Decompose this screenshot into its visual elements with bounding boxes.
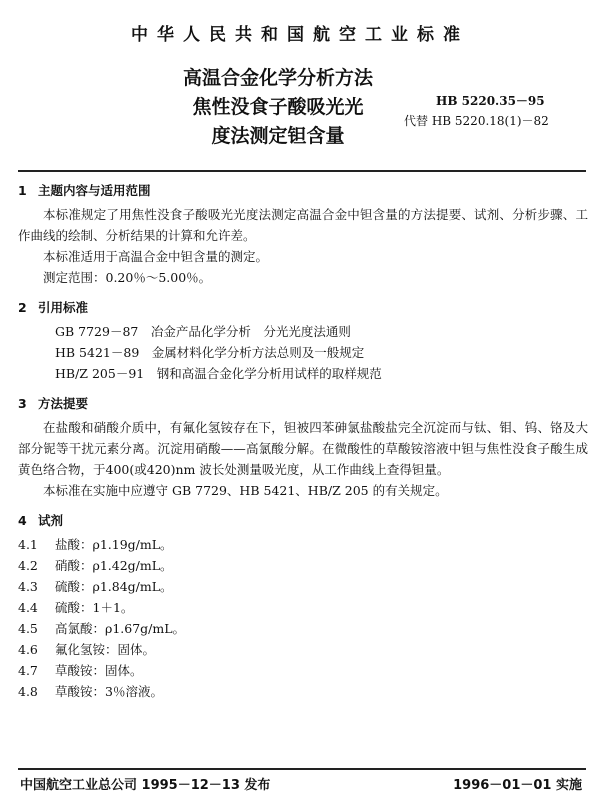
reagent-number: 4.2 (18, 558, 38, 573)
paragraph: 在盐酸和硝酸介质中，有氟化氢铵存在下，钽被四苯砷氯盐酸盐完全沉淀而与钛、钼、钨、铬及大部分铌等干扰元素分离。沉淀用硝酸——高氯酸分解。在微酸性的草酸铵溶液中钽与焦性没食子酸生成黄色络合物，于400(或420)nm 波长处测量吸光度，从工作曲线上查得钽量。 (18, 420, 588, 477)
reagent-item (18, 555, 588, 576)
reagent-number: 4.5 (18, 621, 38, 636)
title-line: 焦性没食子酸吸光光 (192, 96, 364, 118)
reference-item: GB 7729－87 冶金产品化学分析 分光光度法通则 (55, 324, 351, 339)
section-number: 3 (18, 396, 27, 411)
reagent-text: 硫酸：1＋1。 (55, 600, 134, 615)
section-number: 1 (18, 183, 27, 198)
reagent-text: 硝酸：ρ1.42g/mL。 (55, 558, 173, 573)
replaces-standard: 代替 HB 5220.18(1)－82 (404, 114, 549, 128)
issuing-organization-heading: 中华人民共和国航空工业标准 (131, 25, 469, 45)
title-line: 度法测定钽含量 (211, 125, 345, 147)
reagent-text: 盐酸：ρ1.19g/mL。 (55, 537, 173, 552)
footer-divider (18, 768, 586, 770)
section-scope (18, 180, 588, 288)
section-number: 2 (18, 300, 27, 315)
paragraph: 本标准适用于高温合金中钽含量的测定。 (43, 249, 269, 264)
reagent-number: 4.7 (18, 663, 38, 678)
reagent-text: 硫酸：ρ1.84g/mL。 (55, 579, 173, 594)
paragraph: 测定范围：0.20％～5.00％。 (43, 270, 212, 285)
reagent-text: 氟化氢铵：固体。 (55, 642, 156, 657)
reagent-text: 草酸铵：3％溶液。 (55, 684, 163, 699)
section-references (18, 297, 588, 384)
reagent-item (18, 660, 588, 681)
standard-code: HB 5220.35－95 (436, 94, 545, 108)
paragraph: 本标准规定了用焦性没食子酸吸光光度法测定高温合金中钽含量的方法提要、试剂、分析步骤、工作曲线的绘制、分析结果的计算和允许差。 (18, 207, 588, 243)
section-method-summary (18, 393, 588, 501)
issue-statement: 中国航空工业总公司 1995－12－13 发布 (20, 778, 271, 793)
reagent-number: 4.6 (18, 642, 38, 657)
section-heading (18, 180, 588, 201)
effective-date: 1996－01－01 实施 (453, 778, 582, 793)
reagent-number: 4.8 (18, 684, 38, 699)
reagent-text: 高氯酸：ρ1.67g/mL。 (55, 621, 186, 636)
reagent-item (18, 639, 588, 660)
reagent-item (18, 576, 588, 597)
reagent-number: 4.1 (18, 537, 38, 552)
section-heading (18, 393, 588, 414)
section-title: 试剂 (38, 513, 64, 528)
section-title: 主题内容与适用范围 (38, 183, 151, 198)
section-title: 引用标准 (38, 300, 89, 315)
document-title (158, 64, 398, 151)
title-line: 高温合金化学分析方法 (182, 67, 373, 89)
reference-item: HB/Z 205－91 钢和高温合金化学分析用试样的取样规范 (55, 366, 382, 381)
section-reagents (18, 510, 588, 702)
paragraph: 本标准在实施中应遵守 GB 7729、HB 5421、HB/Z 205 的有关规定。 (43, 483, 448, 498)
section-heading (18, 297, 588, 318)
reagent-number: 4.4 (18, 600, 38, 615)
document-body (18, 180, 588, 702)
section-number: 4 (18, 513, 27, 528)
reagent-item (18, 597, 588, 618)
reagent-item (18, 618, 588, 639)
reagent-item (18, 681, 588, 702)
header-divider (18, 170, 586, 172)
reagent-item (18, 534, 588, 555)
section-title: 方法提要 (38, 396, 89, 411)
reference-item: HB 5421－89 金属材料化学分析方法总则及一般规定 (55, 345, 365, 360)
reagent-number: 4.3 (18, 579, 38, 594)
section-heading (18, 510, 588, 531)
reagent-text: 草酸铵：固体。 (55, 663, 143, 678)
